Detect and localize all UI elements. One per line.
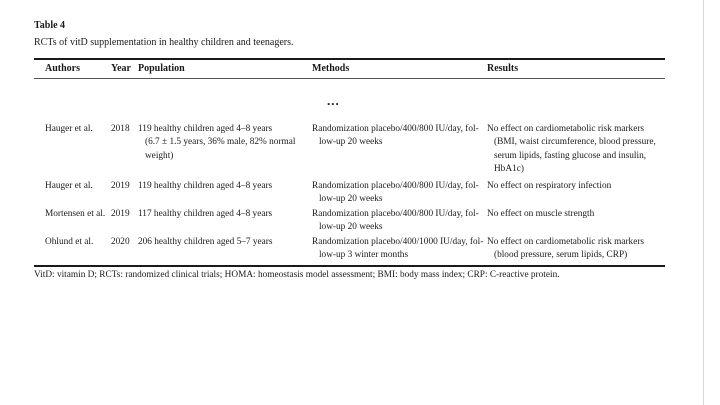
- row-3-methods: Randomization placebo/400/800 IU/day, fol- low-up 20 weeks: [312, 209, 479, 233]
- row-3-results: No effect on muscle strength: [487, 209, 595, 219]
- row-2-methods: Randomization placebo/400/800 IU/day, fol- low-up 20 weeks: [312, 181, 479, 205]
- row-2-results: No effect on respiratory infection: [487, 181, 612, 191]
- row-4-population: 206 healthy children aged 5–7 years: [138, 237, 273, 247]
- row-2-authors: Hauger et al.: [45, 181, 93, 191]
- table-footnote: VitD: vitamin D; RCTs: randomized clinical trials; HOMA: homeostasis model assessment; BMI: body mass index; CRP: C-reactive protein.: [34, 270, 560, 280]
- header-results: Results: [487, 63, 519, 74]
- row-3-population: 117 healthy children aged 4–8 years: [138, 209, 273, 219]
- row-1-methods: Randomization placebo/400/800 IU/day, fol- low-up 20 weeks: [312, 124, 479, 148]
- row-4-year: 2020: [111, 237, 130, 247]
- table-caption: RCTs of vitD supplementation in healthy children and teenagers.: [34, 37, 294, 48]
- page-edge-divider: [703, 0, 704, 405]
- header-authors: Authors: [45, 63, 81, 74]
- row-3-authors: Mortensen et al.: [45, 209, 106, 219]
- row-4-results: No effect on cardiometabolic risk markers (blood pressure, serum lipids, CRP): [487, 237, 645, 261]
- row-2-population: 119 healthy children aged 4–8 years: [138, 181, 273, 191]
- table-number: Table 4: [34, 20, 66, 31]
- header-year: Year: [111, 63, 131, 74]
- table-bottom-rule: [34, 265, 665, 267]
- header-methods: Methods: [312, 63, 350, 74]
- row-1-results: No effect on cardiometabolic risk markers (BMI, waist circumference, blood pressure, serum lipids, fasting glucose and insulin, HbA1c): [487, 124, 656, 174]
- header-population: Population: [138, 63, 185, 74]
- row-1-year: 2018: [111, 124, 130, 134]
- row-1-population: 119 healthy children aged 4–8 years (6.7 ± 1.5 years, 36% male, 82% normal weight): [138, 124, 296, 161]
- row-4-methods: Randomization placebo/400/1000 IU/day, fol- low-up 3 winter months: [312, 237, 484, 261]
- row-3-year: 2019: [111, 209, 130, 219]
- row-1-authors: Hauger et al.: [45, 124, 93, 134]
- row-4-authors: Ohlund et al.: [45, 237, 94, 247]
- row-2-year: 2019: [111, 181, 130, 191]
- omitted-rows-ellipsis: ...: [327, 93, 340, 108]
- table-top-rule: [34, 58, 665, 60]
- table-header-rule: [34, 78, 665, 79]
